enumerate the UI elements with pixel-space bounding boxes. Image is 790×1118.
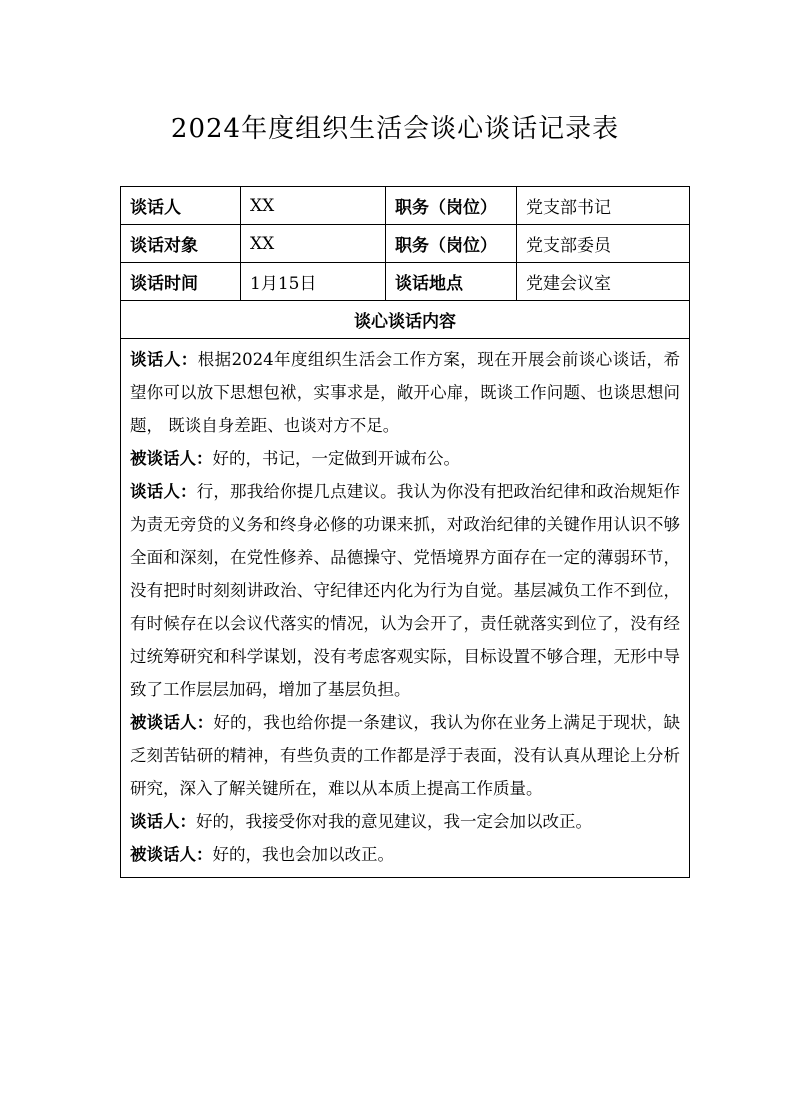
speaker-label: 被谈话人： bbox=[130, 713, 214, 732]
dialogue-text: 好的，我接受你对我的意见建议，我一定会加以改正。 bbox=[196, 812, 592, 831]
record-table bbox=[120, 186, 690, 878]
value-interviewer-position: 党支部书记 bbox=[517, 187, 690, 225]
value-time: 1月15日 bbox=[241, 263, 386, 301]
dialogue-paragraph bbox=[130, 442, 680, 475]
label-interviewee: 谈话对象 bbox=[121, 225, 241, 263]
label-interviewer: 谈话人 bbox=[121, 187, 241, 225]
dialogue-paragraph bbox=[130, 838, 680, 871]
dialogue-paragraph bbox=[130, 343, 680, 442]
content-heading-row bbox=[121, 301, 690, 339]
dialogue-text: 根据2024年度组织生活会工作方案，现在开展会前谈心谈话，希望你可以放下思想包袱，实事求是，敞开心扉，既谈工作问题、也谈思想问题， 既谈自身差距、也谈对方不足。 bbox=[130, 350, 680, 435]
speaker-label: 谈话人： bbox=[130, 482, 197, 501]
content-row bbox=[121, 339, 690, 878]
dialogue-text: 好的，书记，一定做到开诚布公。 bbox=[212, 449, 460, 468]
value-interviewee-position: 党支部委员 bbox=[517, 225, 690, 263]
content-heading: 谈心谈话内容 bbox=[121, 301, 690, 339]
dialogue-text: 行，那我给你提几点建议。我认为你没有把政治纪律和政治规矩作为责无旁贷的义务和终身必修的功课来抓，对政治纪律的关键作用认识不够全面和深刻，在党性修养、品德操守、党悟境界方面存在一定的薄弱环节，没有把时时刻刻讲政治、守纪律还内化为行为自觉。基层减负工作不到位，有时候存在以会议代落实的情况，认为会开了，责任就落实到位了，没有经过统筹研究和科学谋划，没有考虑客观实际，目标设置不够合理，无形中导致了工作层层加码，增加了基层负担。 bbox=[130, 482, 680, 699]
speaker-label: 被谈话人： bbox=[130, 449, 213, 468]
value-interviewer: XX bbox=[241, 187, 386, 225]
label-position: 职务（岗位） bbox=[386, 225, 517, 263]
label-position: 职务（岗位） bbox=[386, 187, 517, 225]
dialogue-paragraph bbox=[130, 706, 680, 805]
speaker-label: 被谈话人： bbox=[130, 845, 213, 864]
info-row-interviewee bbox=[121, 225, 690, 263]
info-row-time-place bbox=[121, 263, 690, 301]
info-row-interviewer bbox=[121, 187, 690, 225]
label-place: 谈话地点 bbox=[386, 263, 517, 301]
value-place: 党建会议室 bbox=[517, 263, 690, 301]
dialogue-text: 好的，我也给你提一条建议，我认为你在业务上满足于现状，缺乏刻苦钻研的精神，有些负责的工作都是浮于表面，没有认真从理论上分析研究，深入了解关键所在，难以从本质上提高工作质量。 bbox=[130, 713, 680, 798]
dialogue-text: 好的，我也会加以改正。 bbox=[212, 845, 394, 864]
dialogue-body bbox=[121, 339, 690, 878]
dialogue-paragraph bbox=[130, 805, 680, 838]
speaker-label: 谈话人： bbox=[130, 812, 196, 831]
speaker-label: 谈话人： bbox=[130, 350, 198, 369]
dialogue-paragraph bbox=[130, 475, 680, 706]
value-interviewee: XX bbox=[241, 225, 386, 263]
label-time: 谈话时间 bbox=[121, 263, 241, 301]
document-title: 2024年度组织生活会谈心谈话记录表 bbox=[170, 114, 620, 144]
